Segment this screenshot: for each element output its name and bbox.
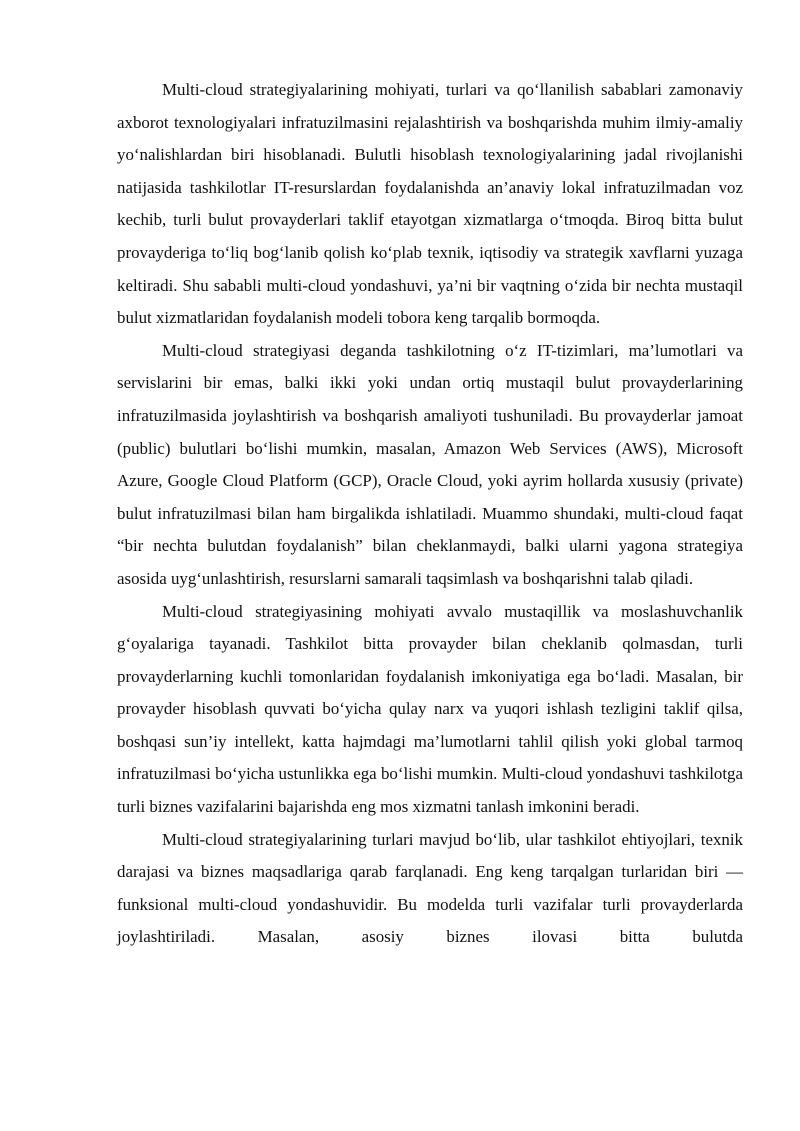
document-page bbox=[117, 74, 743, 954]
paragraph: Multi-cloud strategiyasining mohiyati avvalo mustaqillik va moslashuvchanlik g‘oyalariga tayanadi. Tashkilot bitta provayder bilan cheklanib qolmasdan, turli provayderlarning kuchli tomonlaridan foydalanish imkoniyatiga ega bo‘ladi. Masalan, bir provayder hisoblash quvvati bo‘yicha qulay narx va yuqori ishlash tezligini taklif qilsa, boshqasi sun’iy intellekt, katta hajmdagi ma’lumotlarni tahlil qilish yoki global tarmoq infratuzilmasi bo‘yicha ustunlikka ega bo‘lishi mumkin. Multi-cloud yondashuvi tashkilotga turli biznes vazifalarini bajarishda eng mos xizmatni tanlash imkonini beradi. bbox=[117, 601, 743, 817]
paragraph: Multi-cloud strategiyalarining turlari mavjud bo‘lib, ular tashkilot ehtiyojlari, texnik darajasi va biznes maqsadlariga qarab farqlanadi. Eng keng tarqalgan turlaridan biri — funksional multi-cloud yondashuvidir. Bu modelda turli vazifalar turli provayderlarda joylashtiriladi. Masalan, asosiy biznes ilovasi bitta bulutda bbox=[117, 829, 743, 947]
paragraph: Multi-cloud strategiyasi deganda tashkilotning o‘z IT-tizimlari, ma’lumotlari va servislarini bir emas, balki ikki yoki undan ortiq mustaqil bulut provayderlarining infratuzilmasida joylashtirish va boshqarish amaliyoti tushuniladi. Bu provayderlar jamoat (public) bulutlari bo‘lishi mumkin, masalan, Amazon Web Services (AWS), Microsoft Azure, Google Cloud Platform (GCP), Oracle Cloud, yoki ayrim hollarda xususiy (private) bulut infratuzilmasi bilan ham birgalikda ishlatiladi. Muammo shundaki, multi-cloud faqat “bir nechta bulutdan foydalanish” bilan cheklanmaydi, balki ularni yagona strategiya asosida uyg‘unlashtirish, resurslarni samarali taqsimlash va boshqarishni talab qiladi. bbox=[117, 340, 743, 588]
paragraph: Multi-cloud strategiyalarining mohiyati, turlari va qo‘llanilish sabablari zamonaviy axborot texnologiyalari infratuzilmasini rejalashtirish va boshqarishda muhim ilmiy-amaliy yo‘nalishlardan biri hisoblanadi. Bulutli hisoblash texnologiyalarining jadal rivojlanishi natijasida tashkilotlar IT-resurslardan foydalanishda an’anaviy lokal infratuzilmadan voz kechib, turli bulut provayderlari taklif etayotgan xizmatlarga o‘tmoqda. Biroq bitta bulut provayderiga to‘liq bog‘lanib qolish ko‘plab texnik, iqtisodiy va strategik xavflarni yuzaga keltiradi. Shu sababli multi-cloud yondashuvi, ya’ni bir vaqtning o‘zida bir nechta mustaqil bulut xizmatlaridan foydalanish modeli tobora keng tarqalib bormoqda. bbox=[117, 80, 743, 328]
